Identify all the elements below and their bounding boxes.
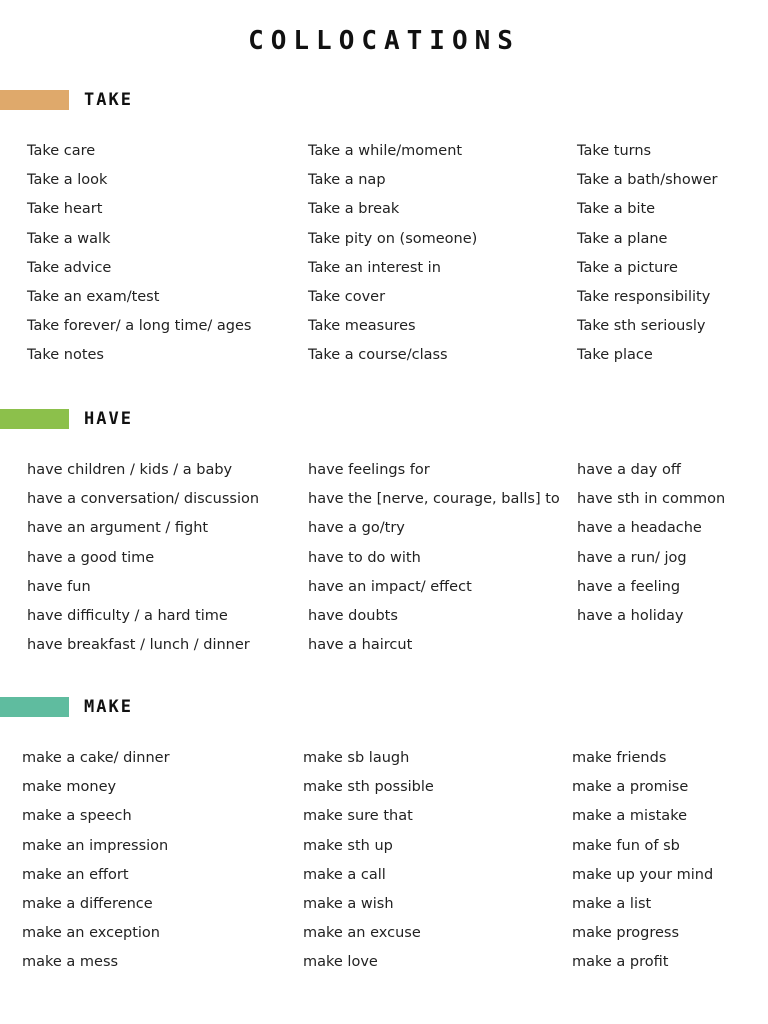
list-item: make a profit xyxy=(572,954,669,971)
list-item: Take a walk xyxy=(27,230,111,247)
list-item: make sth up xyxy=(303,837,393,854)
section-color-bar xyxy=(0,90,69,110)
list-item: make progress xyxy=(572,925,680,942)
list-item: Take a look xyxy=(27,172,108,189)
list-item: have a conversation/ discussion xyxy=(27,491,260,508)
list-item: make a cake/ dinner xyxy=(22,750,170,766)
list-item: Take forever/ a long time/ ages xyxy=(27,318,252,335)
list-item: make love xyxy=(303,954,378,971)
section-heading: MAKE xyxy=(84,697,133,717)
list-item: make an excuse xyxy=(303,925,421,942)
list-item: have the [nerve, courage, balls] to xyxy=(308,491,560,508)
list-item: make a mess xyxy=(22,954,119,971)
list-item: Take a course/class xyxy=(308,347,448,364)
list-item: have an argument / fight xyxy=(27,520,209,537)
list-item: make a list xyxy=(572,895,652,912)
list-item: Take a while/moment xyxy=(308,143,463,159)
list-item: have an impact/ effect xyxy=(308,578,472,595)
list-item: Take an interest in xyxy=(308,259,441,276)
list-item: Take heart xyxy=(27,201,103,218)
list-item: have a haircut xyxy=(308,637,413,654)
list-item: Take care xyxy=(27,143,96,159)
list-item: make sb laugh xyxy=(303,750,410,766)
section-heading: HAVE xyxy=(84,409,133,429)
list-item: Take a picture xyxy=(577,259,678,276)
list-item: make a speech xyxy=(22,808,132,825)
column-3 xyxy=(577,141,717,375)
list-item: have doubts xyxy=(308,607,398,624)
column-2 xyxy=(308,141,477,375)
list-item: make a mistake xyxy=(572,808,687,825)
list-item: have difficulty / a hard time xyxy=(27,607,228,624)
column-3 xyxy=(572,748,713,982)
list-item: Take measures xyxy=(308,318,416,335)
list-item: have children / kids / a baby xyxy=(27,462,233,478)
list-item: Take responsibility xyxy=(577,288,711,305)
list-item: make an effort xyxy=(22,866,129,883)
list-item: have a holiday xyxy=(577,607,684,624)
list-item: Take a bath/shower xyxy=(577,172,718,189)
list-item: have sth in common xyxy=(577,491,726,508)
list-item: Take advice xyxy=(27,259,112,276)
list-item: have fun xyxy=(27,578,91,595)
column-1 xyxy=(27,141,251,375)
list-item: have feelings for xyxy=(308,462,430,478)
list-item: make sure that xyxy=(303,808,413,825)
list-item: Take an exam/test xyxy=(27,288,160,305)
list-item: make a call xyxy=(303,866,386,883)
list-item: Take a break xyxy=(308,201,400,218)
list-item: Take cover xyxy=(308,288,386,305)
list-item: make an exception xyxy=(22,925,160,942)
list-item: have a feeling xyxy=(577,578,681,595)
list-item: have a headache xyxy=(577,520,702,537)
list-item: Take notes xyxy=(27,347,104,364)
list-item: Take pity on (someone) xyxy=(308,230,478,247)
list-item: have to do with xyxy=(308,549,421,566)
list-item: make sth possible xyxy=(303,779,434,796)
list-item: have a good time xyxy=(27,549,155,566)
list-item: Take turns xyxy=(577,143,652,159)
list-item: have a go/try xyxy=(308,520,405,537)
list-item: Take a nap xyxy=(308,172,386,189)
section-color-bar xyxy=(0,409,69,429)
column-2 xyxy=(303,748,434,982)
list-item: make money xyxy=(22,779,117,796)
list-item: Take a bite xyxy=(577,201,656,218)
column-3 xyxy=(577,460,725,635)
list-item: make friends xyxy=(572,750,667,766)
list-item: have a day off xyxy=(577,462,681,478)
list-item: make a difference xyxy=(22,895,153,912)
section-heading: TAKE xyxy=(84,90,133,110)
list-item: have a run/ jog xyxy=(577,549,687,566)
list-item: Take a plane xyxy=(577,230,668,247)
list-item: have breakfast / lunch / dinner xyxy=(27,637,250,654)
column-2 xyxy=(308,460,560,664)
list-item: Take sth seriously xyxy=(577,318,706,335)
section-color-bar xyxy=(0,697,69,717)
list-item: Take place xyxy=(577,347,653,364)
list-item: make fun of sb xyxy=(572,837,680,854)
list-item: make an impression xyxy=(22,837,169,854)
list-item: make a promise xyxy=(572,779,689,796)
list-item: make up your mind xyxy=(572,866,714,883)
column-1 xyxy=(22,748,170,982)
list-item: make a wish xyxy=(303,895,394,912)
column-1 xyxy=(27,460,259,664)
page-title: COLLOCATIONS xyxy=(248,26,520,56)
